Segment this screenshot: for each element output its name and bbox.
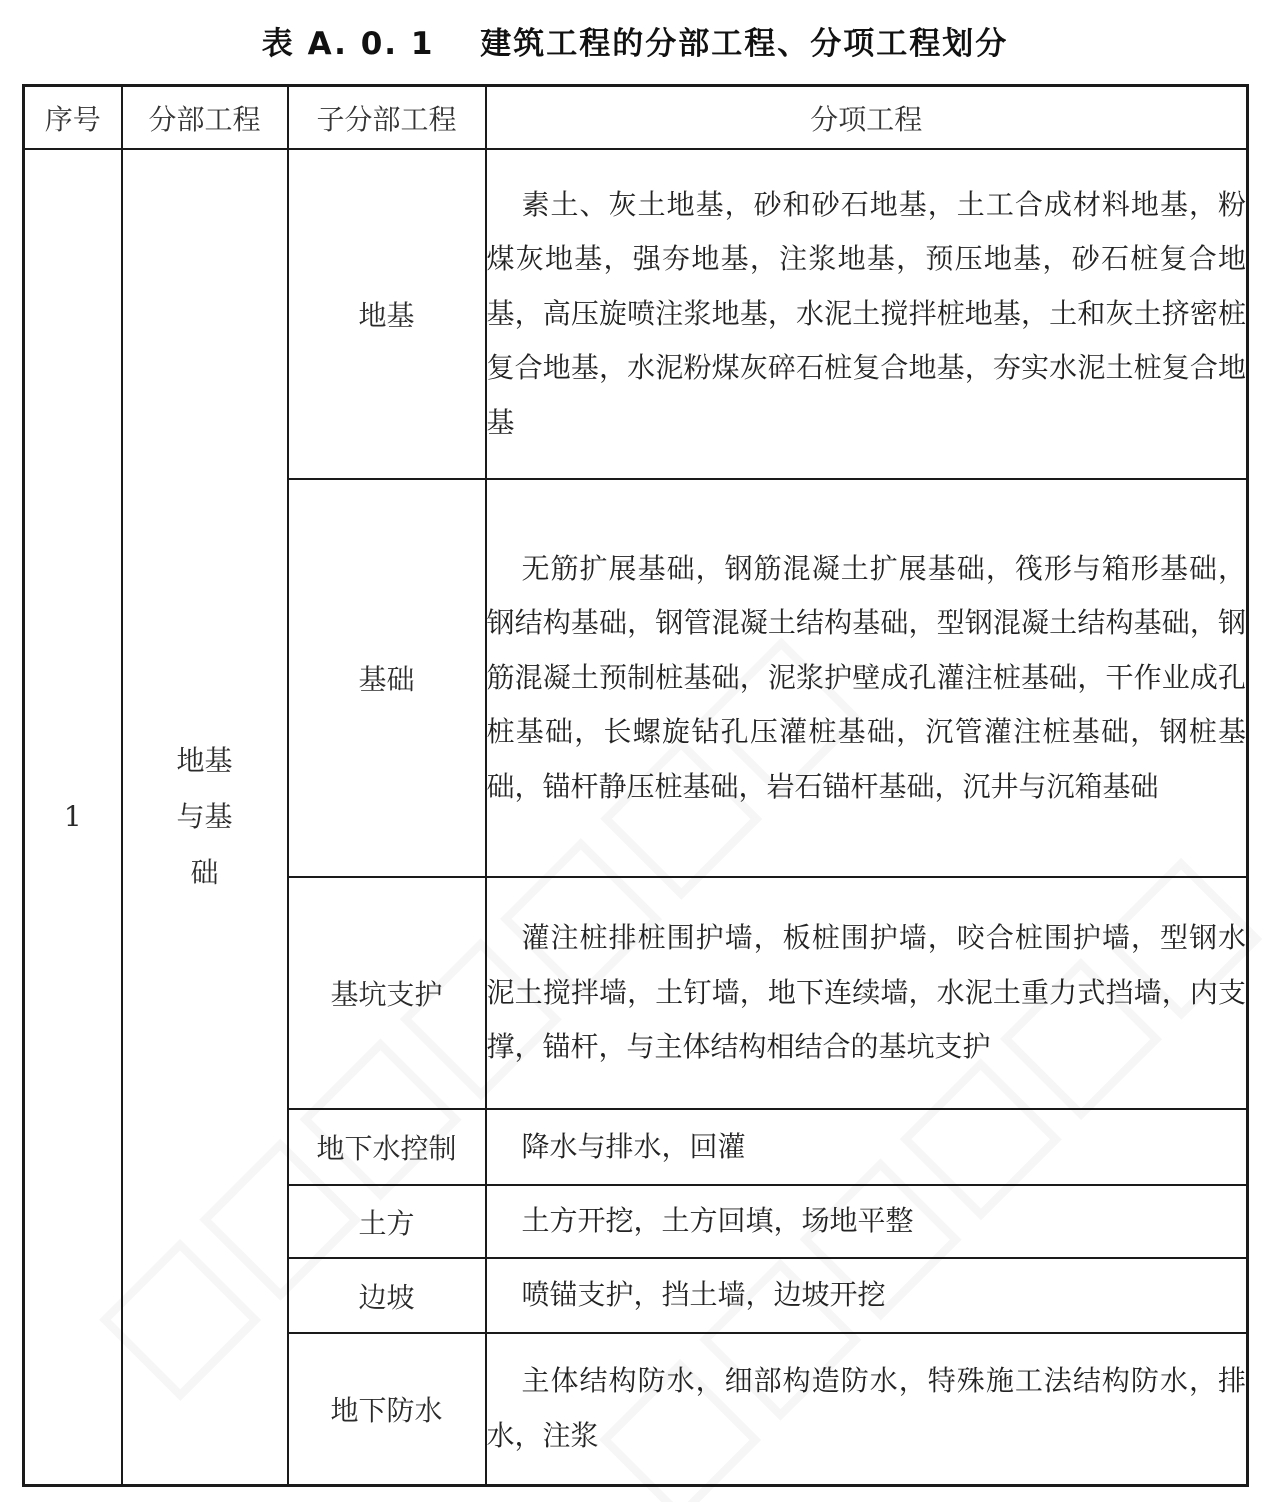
division-table (22, 84, 1249, 1487)
items-cell: 主体结构防水，细部构造防水，特殊施工法结构防水，排水，注浆 (486, 1333, 1248, 1485)
division-label: 地基与基础 (176, 743, 233, 889)
division-cell (122, 149, 288, 1485)
header-division: 分部工程 (122, 86, 288, 150)
subdivision-cell: 地下水控制 (288, 1109, 486, 1185)
subdivision-cell: 基坑支护 (288, 877, 486, 1109)
subdivision-cell: 地基 (288, 149, 486, 479)
header-seq: 序号 (24, 86, 122, 150)
items-cell: 无筋扩展基础，钢筋混凝土扩展基础，筏形与箱形基础，钢结构基础，钢管混凝土结构基础，型钢混凝土结构基础，钢筋混凝土预制桩基础，泥浆护壁成孔灌注桩基础，干作业成孔桩基础，长螺旋钻孔压灌桩基础，沉管灌注桩基础，钢桩基础，锚杆静压桩基础，岩石锚杆基础，沉井与沉箱基础 (486, 479, 1248, 877)
items-cell: 降水与排水，回灌 (486, 1109, 1248, 1185)
subdivision-cell: 边坡 (288, 1258, 486, 1333)
items-cell: 灌注桩排桩围护墙，板桩围护墙，咬合桩围护墙，型钢水泥土搅拌墙，土钉墙，地下连续墙，水泥土重力式挡墙，内支撑，锚杆，与主体结构相结合的基坑支护 (486, 877, 1248, 1109)
header-subdivision: 子分部工程 (288, 86, 486, 150)
header-row (24, 86, 1248, 150)
table-row (24, 149, 1248, 479)
subdivision-cell: 土方 (288, 1185, 486, 1258)
subdivision-cell: 基础 (288, 479, 486, 877)
items-cell: 素土、灰土地基，砂和砂石地基，土工合成材料地基，粉煤灰地基，强夯地基，注浆地基，预压地基，砂石桩复合地基，高压旋喷注浆地基，水泥土搅拌桩地基，土和灰土挤密桩复合地基，水泥粉煤灰碎石桩复合地基，夯实水泥土桩复合地基 (486, 149, 1248, 479)
table-caption: 表 A. 0. 1 建筑工程的分部工程、分项工程划分 (261, 26, 1009, 62)
items-cell: 喷锚支护，挡土墙，边坡开挖 (486, 1258, 1248, 1333)
seq-cell: 1 (24, 149, 122, 1485)
items-cell: 土方开挖，土方回填，场地平整 (486, 1185, 1248, 1258)
subdivision-cell: 地下防水 (288, 1333, 486, 1485)
header-items: 分项工程 (486, 86, 1248, 150)
